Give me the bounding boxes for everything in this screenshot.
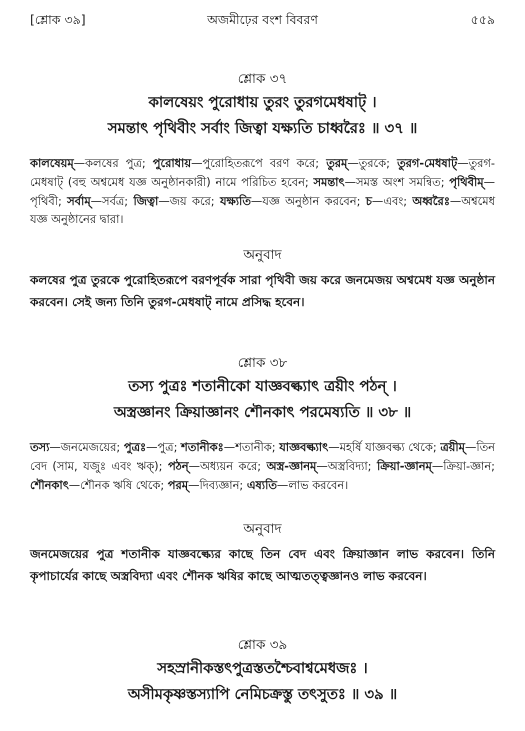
header-verse-ref: [শ্লোক ৩৯] bbox=[30, 12, 86, 27]
gloss-meaning: পুরোহিতরূপে বরণ করে bbox=[202, 156, 316, 170]
verse-38-translation-heading: অনুবাদ bbox=[243, 521, 282, 537]
gloss-term: তস্য bbox=[30, 440, 50, 454]
gloss-term: পুরোধায় bbox=[152, 156, 192, 170]
gloss-meaning: ক্রিয়া-জ্ঞান bbox=[443, 458, 492, 473]
gloss-meaning: সমস্ত অংশ সমন্বিত bbox=[355, 174, 441, 189]
gloss-term: শৌনকাৎ bbox=[30, 477, 69, 492]
verse-38-translation: জনমেজয়ের পুত্র শতানীক যাজ্ঞবল্ক্যের কাছে তিন বেদ এবং ক্রিয়াজ্ঞান লাভ করবেন। তিনি কৃপাচার্যের কাছে অস্ত্রবিদ্যা এবং শৌনক ঋষির কাছে আত্মতত্ত্বজ্ঞানও লাভ করবেন। bbox=[30, 547, 495, 583]
gloss-meaning: দিব্যজ্ঞান bbox=[199, 477, 240, 492]
gloss-term: ক্রিয়া-জ্ঞানম্ bbox=[376, 458, 432, 473]
header-page-number: ৫৫৯ bbox=[470, 12, 495, 27]
verse-37-translation: কলষের পুত্র তুরকে পুরোহিতরূপে বরণপূর্বক সারা পৃথিবী জয় করে জনমেজয় অশ্বমেধ যজ্ঞ অনুষ্ঠান করবেন। সেই জন্য তিনি তুরগ-মেধষাট্ নামে প্রসিদ্ধ হবেন। bbox=[30, 273, 495, 309]
gloss-term: চ bbox=[365, 193, 372, 208]
gloss-meaning: কলষের পুত্র bbox=[85, 156, 142, 170]
verse-39-line-1: সহস্রানীকস্তৎপুত্রস্ততশ্চৈবাশ্বমেধজঃ । bbox=[157, 660, 368, 677]
gloss-meaning: শৌনক ঋষি থেকে bbox=[80, 477, 161, 492]
gloss-term: অস্ত্র-জ্ঞানম্ bbox=[266, 458, 317, 473]
header-chapter-title: অজমীঢ়ের বংশ বিবরণ bbox=[207, 12, 318, 27]
verse-37-heading: শ্লোক ৩৭ bbox=[237, 71, 288, 87]
gloss-meaning: এবং bbox=[383, 193, 404, 208]
gloss-meaning: তুরগ-মেধষাট্ (বহু অশ্বমেধ যজ্ঞ অনুষ্ঠানকারী) নামে পরিচিত হবেন bbox=[30, 156, 495, 189]
gloss-meaning: জনমেজয়ের bbox=[60, 440, 117, 454]
gloss-meaning: মহর্ষি যাজ্ঞবল্ক্য থেকে bbox=[339, 440, 433, 454]
gloss-term: যাজ্ঞবল্ক্যাৎ bbox=[279, 440, 329, 454]
gloss-meaning: অস্ত্রবিদ্যা bbox=[327, 458, 368, 473]
gloss-meaning: তুরকে bbox=[358, 156, 387, 170]
verse-37-line-2: সমন্তাৎ পৃথিবীং সর্বাং জিত্বা যক্ষ্যতি চাধ্বরৈঃ ॥ ৩৭ ॥ bbox=[107, 120, 418, 137]
gloss-term: তুরগ-মেধষাট্ bbox=[397, 156, 458, 170]
gloss-meaning: তিন বেদ (সাম, যজুঃ এবং ঋক্) bbox=[30, 440, 495, 473]
gloss-meaning: অশ্বমেধ যজ্ঞ অনুষ্ঠানের দ্বারা bbox=[30, 193, 495, 227]
verse-39-line-2: অসীমকৃষ্ণস্তস্যাপি নেমিচক্রস্তু তৎসুতঃ ॥ ৩৯ ॥ bbox=[127, 686, 398, 703]
gloss-term: পঠন্ bbox=[167, 458, 189, 473]
gloss-meaning: লাভ করবেন bbox=[288, 477, 345, 492]
gloss-term: অধ্বরৈঃ bbox=[412, 193, 450, 208]
gloss-meaning: সর্বত্র bbox=[102, 193, 125, 208]
verse-39-heading: শ্লোক ৩৯ bbox=[237, 637, 288, 653]
gloss-term: তুরম্ bbox=[326, 156, 348, 170]
gloss-meaning: অধ্যয়ন করে bbox=[199, 458, 258, 473]
running-header bbox=[30, 12, 495, 30]
gloss-term: যক্ষ্যতি bbox=[219, 193, 251, 208]
verse-38-line-1: তস্য পুত্রঃ শতানীকো যাজ্ঞবল্ক্যাৎ ত্রয়ীং পঠন্ । bbox=[128, 378, 397, 395]
gloss-meaning: যজ্ঞ অনুষ্ঠান করবেন bbox=[262, 193, 357, 208]
verse-38-line-2: অস্ত্রজ্ঞানং ক্রিয়াজ্ঞানং শৌনকাৎ পরমেষ্যতি ॥ ৩৮ ॥ bbox=[113, 404, 412, 421]
verse-37-word-meanings: কালষেয়ম্—কলষের পুত্র; পুরোধায়—পুরোহিতরূপে বরণ করে; তুরম্—তুরকে; তুরগ-মেধষাট্—তুরগ-মেধষাট্ (বহু অশ্বমেধ যজ্ঞ অনুষ্ঠানকারী) নামে পরিচিত হবেন; সমন্তাৎ—সমস্ত অংশ সমন্বিত; পৃথিবীম্—পৃথিবী; সর্বাম্—সর্বত্র; জিত্বা—জয় করে; যক্ষ্যতি—যজ্ঞ অনুষ্ঠান করবেন; চ—এবং; অধ্বরৈঃ—অশ্বমেধ যজ্ঞ অনুষ্ঠানের দ্বারা। bbox=[30, 156, 495, 227]
gloss-term: শতানীকঃ bbox=[181, 440, 224, 454]
gloss-term: জিত্বা bbox=[133, 193, 159, 208]
verse-38-heading: শ্লোক ৩৮ bbox=[237, 355, 288, 371]
gloss-term: পৃথিবীম্ bbox=[449, 174, 484, 189]
gloss-meaning: পুত্র bbox=[157, 440, 174, 454]
verse-38-word-meanings: তস্য—জনমেজয়ের; পুত্রঃ—পুত্র; শতানীকঃ—শতানীক; যাজ্ঞবল্ক্যাৎ—মহর্ষি যাজ্ঞবল্ক্য থেকে; ত্রয়ীম্—তিন বেদ (সাম, যজুঃ এবং ঋক্); পঠন্—অধ্যয়ন করে; অস্ত্র-জ্ঞানম্—অস্ত্রবিদ্যা; ক্রিয়া-জ্ঞানম্—ক্রিয়া-জ্ঞান; শৌনকাৎ—শৌনক ঋষি থেকে; পরম্—দিব্যজ্ঞান; এষ্যতি—লাভ করবেন। bbox=[30, 440, 495, 492]
gloss-term: পরম্ bbox=[167, 477, 189, 492]
gloss-meaning: শতানীক bbox=[235, 440, 272, 454]
verse-37-translation-heading: অনুবাদ bbox=[243, 247, 282, 263]
gloss-term: পুত্রঃ bbox=[123, 440, 147, 454]
verse-37-line-1: কালষেয়ং পুরোধায় তুরং তুরগমেধষাট্ । bbox=[148, 94, 377, 111]
gloss-meaning: জয় করে bbox=[169, 193, 211, 208]
gloss-term: কালষেয়ম্ bbox=[30, 156, 74, 170]
gloss-term: সর্বাম্ bbox=[67, 193, 91, 208]
gloss-term: ত্রয়ীম্ bbox=[440, 440, 465, 454]
gloss-term: এষ্যতি bbox=[246, 477, 277, 492]
gloss-meaning: পৃথিবী bbox=[30, 193, 58, 208]
gloss-term: সমন্তাৎ bbox=[313, 174, 345, 189]
